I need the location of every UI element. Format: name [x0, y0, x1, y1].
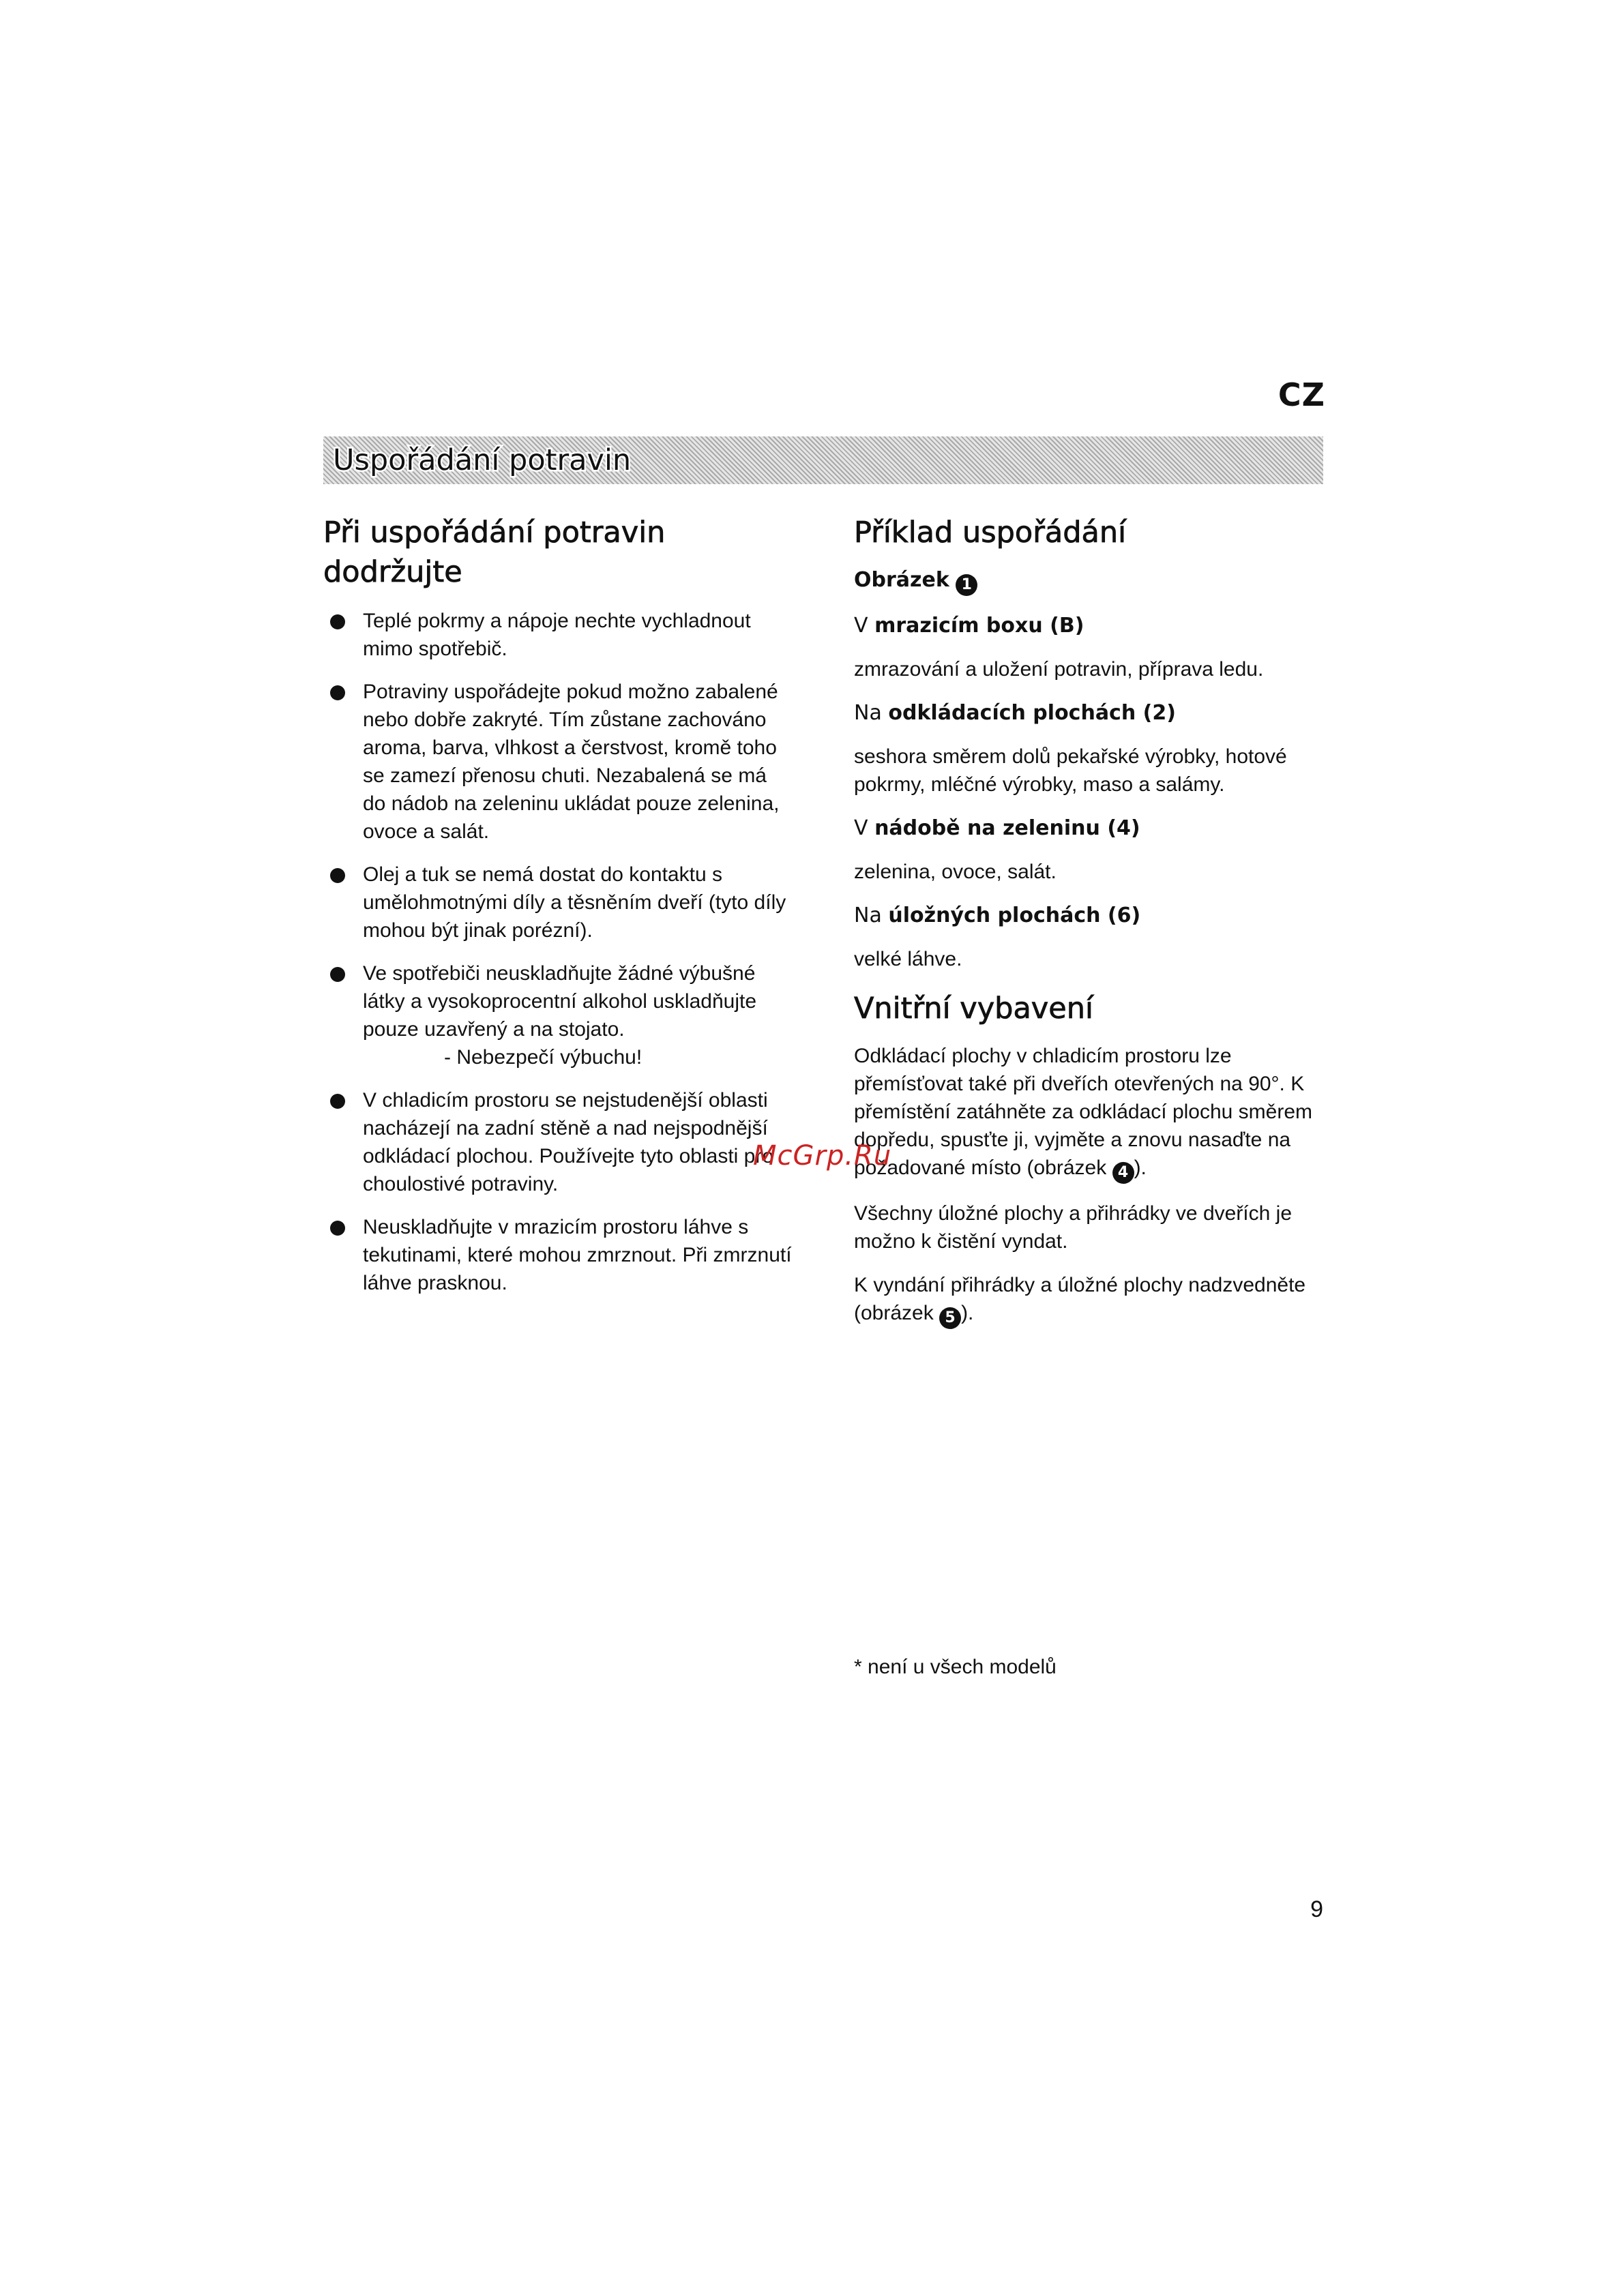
list-item	[323, 1086, 794, 1198]
veg-text: zelenina, ovoce, salát.	[854, 861, 1057, 883]
interior-p3-text: K vyndání přihrádky a úložné plochy nadzvedněte (obrázek	[854, 1274, 1306, 1324]
section-banner	[323, 436, 1323, 484]
freezer-label	[854, 612, 1325, 640]
storage-label-bold: úložných plochách (6)	[888, 904, 1141, 927]
interior-p1-end: ).	[1134, 1157, 1147, 1179]
list-item-text: Teplé pokrmy a nápoje nechte vychladnout mimo spotřebič.	[363, 610, 751, 660]
bullet-icon	[330, 614, 345, 629]
watermark: McGrp.Ru	[753, 1140, 892, 1172]
list-item	[323, 861, 794, 944]
figure-number-icon: 5	[939, 1307, 961, 1329]
figure-label-text: Obrázek	[854, 568, 949, 592]
bullet-icon	[330, 967, 345, 982]
footnote: * není u všech modelů	[854, 1656, 1057, 1678]
left-heading-line2: dodržujte	[323, 555, 462, 589]
list-item-text: Potraviny uspořádejte pokud možno zabalené nebo dobře zakryté. Tím zůstane zachováno aroma, barva, vlhkost a čerstvost, kromě toho se zamezí přenosu chuti. Nezabalená se má do nádob na zeleninu ukládat pouze zelenina, ovoce a salát.	[363, 681, 780, 843]
right-column	[854, 513, 1325, 1329]
freezer-label-bold: mrazicím boxu (B)	[874, 614, 1084, 638]
right-heading: Příklad uspořádání	[854, 516, 1127, 550]
list-item-text: Neuskladňujte v mrazicím prostoru láhve s tekutinami, které mohou zmrznout. Při zmrznutí láhve prasknou.	[363, 1216, 792, 1294]
interior-paragraph-3	[854, 1271, 1325, 1329]
interior-heading: Vnitřní vybavení	[854, 992, 1093, 1026]
interior-paragraph-2: Všechny úložné plochy a přihrádky ve dveřích je možno k čistění vyndat.	[854, 1202, 1293, 1253]
bullet-icon	[330, 685, 345, 700]
list-item-text: Ve spotřebiči neuskladňujte žádné výbušné látky a vysokoprocentní alkohol uskladňujte pouze uzavřený a na stojato.	[363, 962, 757, 1041]
storage-label-pre: Na	[854, 904, 882, 927]
explosion-warning: - Nebezpečí výbuchu!	[444, 1046, 643, 1069]
bullet-icon	[330, 1094, 345, 1109]
section-title: Uspořádání potravin	[333, 443, 632, 477]
interior-paragraph-1	[854, 1042, 1325, 1184]
list-item	[323, 1213, 794, 1297]
left-heading	[323, 513, 794, 592]
storage-text: velké láhve.	[854, 948, 962, 970]
interior-p1-text: Odkládací plochy v chladicím prostoru lze přemísťovat také při dveřích otevřených na 90°. K přemístění zatáhněte za odkládací plochu směrem dopředu, spusťte ji, vyjměte a znovu nasaďte na požadované místo (obrázek	[854, 1045, 1313, 1179]
shelves-label-pre: Na	[854, 701, 882, 725]
bullet-icon	[330, 868, 345, 883]
list-item	[323, 678, 794, 846]
figure-label	[854, 566, 1325, 596]
figure-number-icon: 1	[956, 574, 977, 596]
list-item-text: Olej a tuk se nemá dostat do kontaktu s umělohmotnými díly a těsněním dveří (tyto díly mohou být jinak porézní).	[363, 863, 786, 942]
freezer-text: zmrazování a uložení potravin, příprava ledu.	[854, 658, 1264, 681]
list-item-text: V chladicím prostoru se nejstudenější oblasti nacházejí na zadní stěně a nad nejspodnější odkládací plochou. Používejte tyto oblasti pro choulostivé potraviny.	[363, 1089, 774, 1195]
bullet-icon	[330, 1221, 345, 1236]
shelves-text: seshora směrem dolů pekařské výrobky, hotové pokrmy, mléčné výrobky, maso a salámy.	[854, 745, 1287, 796]
shelves-label	[854, 699, 1325, 727]
left-heading-line1: Při uspořádání potravin	[323, 516, 666, 550]
freezer-label-pre: V	[854, 614, 868, 638]
veg-label-bold: nádobě na zeleninu (4)	[874, 816, 1140, 840]
veg-label-pre: V	[854, 816, 868, 840]
veg-label	[854, 814, 1325, 842]
shelves-label-bold: odkládacích plochách (2)	[888, 701, 1176, 725]
list-item	[323, 959, 794, 1071]
figure-number-icon: 4	[1112, 1162, 1134, 1184]
interior-p3-end: ).	[961, 1302, 974, 1324]
page-number: 9	[1310, 1896, 1323, 1922]
rules-list	[323, 607, 794, 1297]
language-code: CZ	[1278, 376, 1325, 413]
left-column	[323, 513, 794, 1312]
list-item	[323, 607, 794, 663]
storage-label	[854, 901, 1325, 929]
